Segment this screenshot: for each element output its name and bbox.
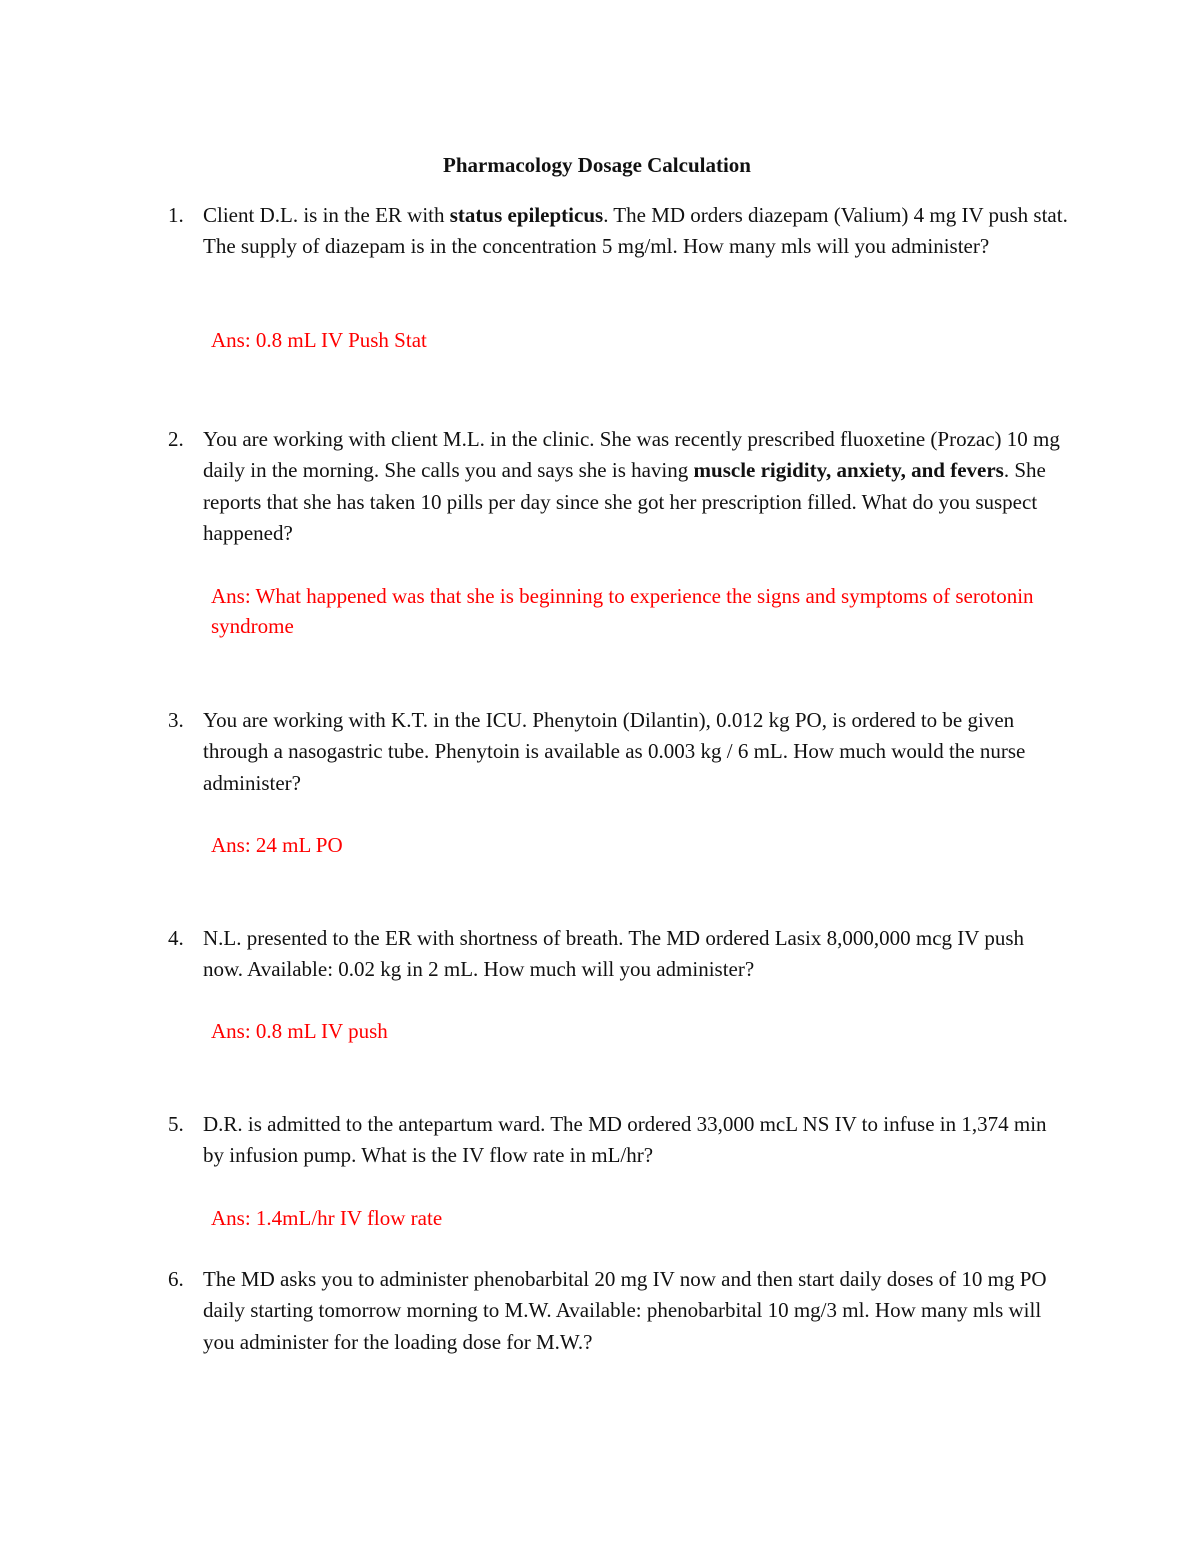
emphasis-text: status epilepticus bbox=[449, 203, 604, 227]
question-number: 5. bbox=[168, 1112, 184, 1136]
question-text: D.R. is admitted to the antepartum ward. The MD ordered 33,000 mcL NS IV to infuse in 1,374 min by infusion pump. What is the IV flow rate in mL/hr? bbox=[203, 1112, 1047, 1168]
question-2 bbox=[168, 424, 1068, 549]
answer-4: Ans: 0.8 mL IV push bbox=[211, 1019, 388, 1043]
answer-1: Ans: 0.8 mL IV Push Stat bbox=[211, 328, 427, 352]
question-text: You are working with client M.L. in the clinic. She was recently prescribed fluoxetine (Prozac) 10 mg daily in the morning. She calls you and says she is having muscle rigidity, anxiety, and fevers. She reports that she has taken 10 pills per day since she got her prescription filled. What do you suspect happened? bbox=[203, 427, 1060, 545]
question-1 bbox=[168, 200, 1068, 263]
question-number: 4. bbox=[168, 926, 184, 950]
answer-3: Ans: 24 mL PO bbox=[211, 833, 343, 857]
question-number: 1. bbox=[168, 203, 184, 227]
question-3 bbox=[168, 705, 1068, 799]
question-text: Client D.L. is in the ER with status epilepticus. The MD orders diazepam (Valium) 4 mg IV push stat. The supply of diazepam is in the concentration 5 mg/ml. How many mls will you administer? bbox=[203, 203, 1068, 259]
question-number: 2. bbox=[168, 427, 184, 451]
question-text: You are working with K.T. in the ICU. Phenytoin (Dilantin), 0.012 kg PO, is ordered to be given through a nasogastric tube. Phenytoin is available as 0.003 kg / 6 mL. How much would the nurse administer? bbox=[203, 708, 1026, 795]
answer-2: Ans: What happened was that she is beginning to experience the signs and symptoms of serotonin syndrome bbox=[211, 584, 1034, 638]
question-number: 6. bbox=[168, 1267, 184, 1291]
question-4 bbox=[168, 923, 1068, 986]
question-text: The MD asks you to administer phenobarbital 20 mg IV now and then start daily doses of 10 mg PO daily starting tomorrow morning to M.W. Available: phenobarbital 10 mg/3 ml. How many mls will you administer for the loading dose for M.W.? bbox=[203, 1267, 1047, 1354]
answer-5: Ans: 1.4mL/hr IV flow rate bbox=[211, 1206, 443, 1230]
question-6 bbox=[168, 1264, 1068, 1358]
question-number: 3. bbox=[168, 708, 184, 732]
page-title: Pharmacology Dosage Calculation bbox=[443, 153, 751, 177]
question-5 bbox=[168, 1109, 1068, 1172]
question-text: N.L. presented to the ER with shortness of breath. The MD ordered Lasix 8,000,000 mcg IV push now. Available: 0.02 kg in 2 mL. How much will you administer? bbox=[203, 926, 1024, 982]
emphasis-text: muscle rigidity, anxiety, and fevers bbox=[693, 458, 1004, 483]
